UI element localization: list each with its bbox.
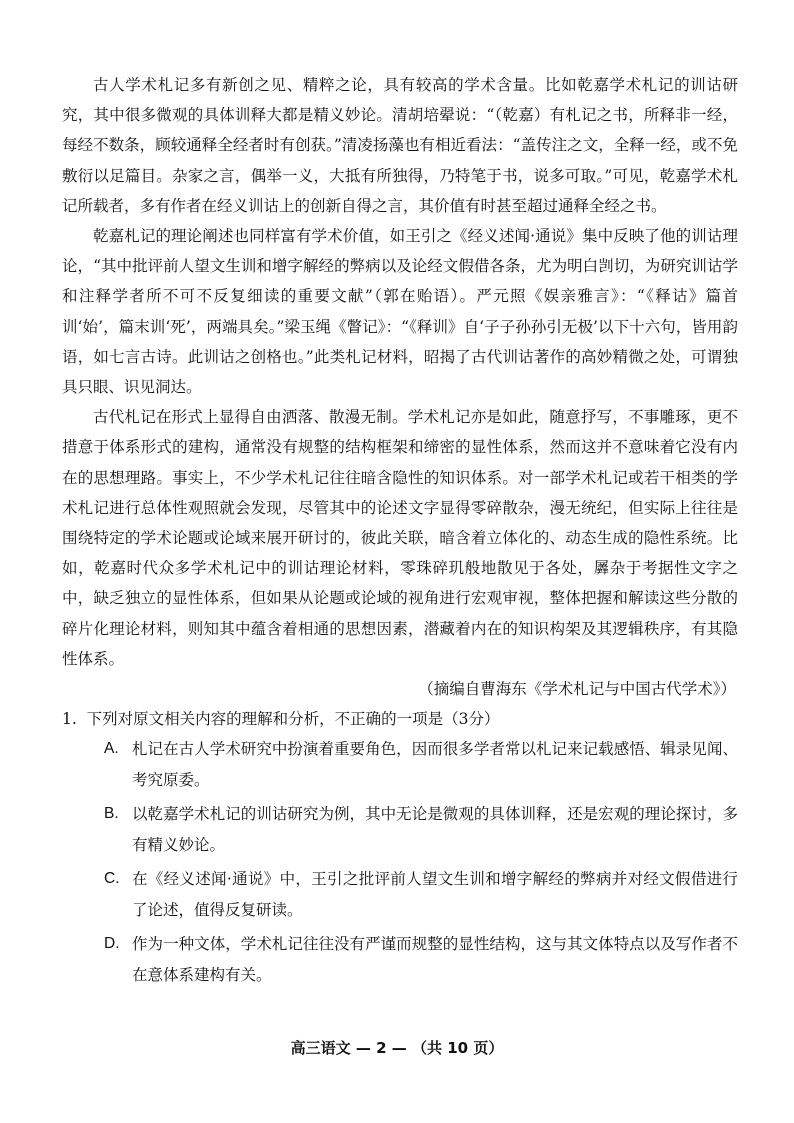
question-options <box>62 734 738 990</box>
paragraph-1: 古人学术札记多有新创之见、精粹之论，具有较高的学术含量。比如乾嘉学术札记的训诂研究，其中很多微观的具体训释大都是精义妙论。清胡培翚说：“（乾嘉）有札记之书，所释非一经，每经不数条，顾较通释全经者时有创获。”清凌扬藻也有相近看法：“盖传注之文，全释一经，或不免敷衍以足篇目。杂家之言，偶举一义，大抵有所独得，乃特笔于书，说多可取。”可见，乾嘉学术札记所载者，多有作者在经义训诂上的创新自得之言，其价值有时甚至超过通释全经之书。 <box>62 76 738 215</box>
paragraph-3: 古代札记在形式上显得自由洒落、散漫无制。学术札记亦是如此，随意抒写，不事雕琢，更不措意于体系形式的建构，通常没有规整的结构框架和缔密的显性体系，然而这并不意味着它没有内在的思想理路。事实上，不少学术札记往往暗含隐性的知识体系。对一部学术札记或若干相类的学术札记进行总体性观照就会发现，尽管其中的论述文字显得零碎散杂，漫无统纪，但实际上往往是围绕特定的学术论题或论域来展开研讨的，彼此关联，暗含着立体化的、动态生成的隐性系统。比如，乾嘉时代众多学术札记中的训诂理论材料，零珠碎玑般地散见于各处，羼杂于考据性文字之中，缺乏独立的显性体系，但如果从论题或论域的视角进行宏观审视，整体把握和解读这些分散的碎片化理论材料，则知其中蕴含着相通的思想因素，潜藏着内在的知识构架及其逻辑秩序，有其隐性体系。 <box>62 408 738 668</box>
question-number: 1. <box>62 710 77 729</box>
option-label: A. <box>104 740 119 758</box>
option-label: C. <box>104 870 120 888</box>
document-body <box>62 70 738 994</box>
page-footer: 高三语文 — 2 — （共 10 页） <box>290 1039 504 1057</box>
option-text: 作为一种文体，学术札记往往没有严谨而规整的显性结构，这与其文体特点以及写作者不在意体系建构有关。 <box>132 935 738 984</box>
option-d <box>62 929 738 990</box>
option-b <box>62 799 738 860</box>
option-label: B. <box>104 805 119 823</box>
question-stem: 下列对原文相关内容的理解和分析，不正确的一项是（3分） <box>86 710 500 729</box>
option-text: 以乾嘉学术札记的训诂研究为例，其中无论是微观的具体训释，还是宏观的理论探讨，多有精义妙论。 <box>132 805 738 854</box>
option-text: 在《经义述闻·通说》中，王引之批评前人望文生训和增字解经的弊病并对经文假借进行了论述，值得反复研读。 <box>132 870 738 919</box>
option-c <box>62 864 738 925</box>
option-text: 札记在古人学术研究中扮演着重要角色，因而很多学者常以札记来记载感悟、辑录见闻、考究原委。 <box>132 740 738 789</box>
option-a <box>62 734 738 795</box>
paragraph-2: 乾嘉札记的理论阐述也同样富有学术价值，如王引之《经义述闻·通说》集中反映了他的训诂理论，“其中批评前人望文生训和增字解经的弊病以及论经文假借各条，尤为明白剀切，为研究训诂学和注释学者所不可不反复细读的重要文献”（郭在贻语）。严元照《娱亲雅言》：“《释诂》篇首训‘始’，篇末训‘死’，两端具矣。”梁玉绳《瞥记》：“《释训》自‘子子孙孙引无极’以下十六句，皆用韵语，如七言古诗。此训诂之创格也。”此类札记材料，昭揭了古代训诂著作的高妙精微之处，可谓独具只眼、识见洞达。 <box>62 227 738 397</box>
question-1 <box>62 704 738 734</box>
option-label: D. <box>104 935 120 953</box>
source-citation: （摘编自曹海东《学术札记与中国古代学术》） <box>418 680 736 699</box>
